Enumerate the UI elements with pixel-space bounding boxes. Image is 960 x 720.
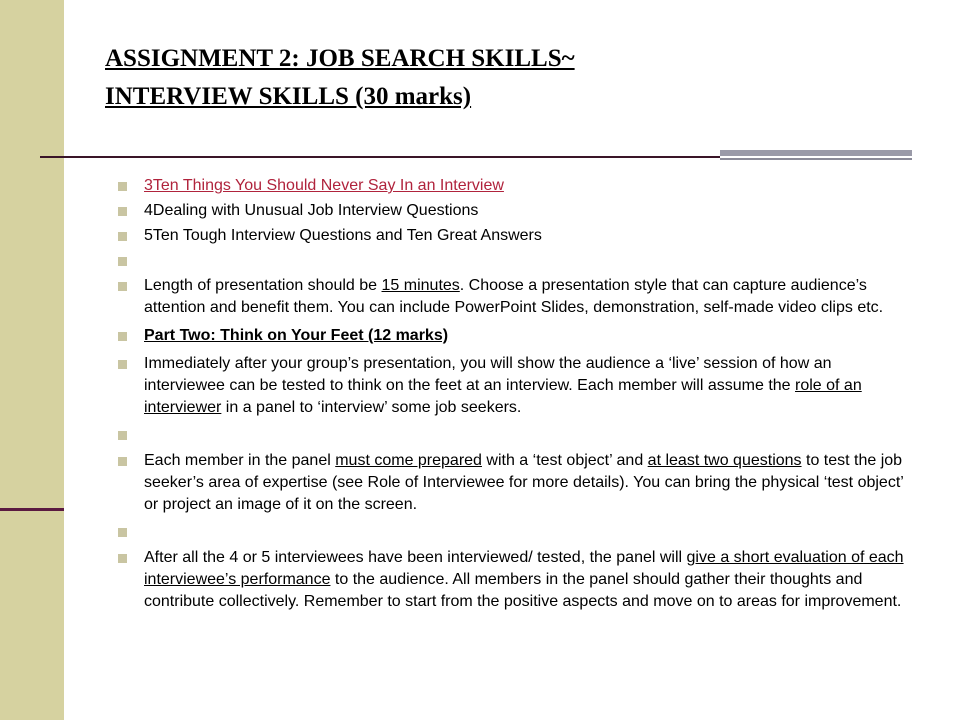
list-item-text: to test the job seeker’s area of expertise (see Role of Interviewee for more details). You can bring the physical ‘test object’ or project an image of it on the screen. [144, 452, 904, 513]
bullet-icon [118, 528, 127, 537]
bullet-list [118, 175, 908, 613]
empty-list-item [118, 521, 908, 543]
title-divider [40, 156, 720, 158]
page-title [105, 40, 895, 116]
list-item [118, 325, 908, 347]
underlined-text: at least two questions [647, 452, 802, 469]
list-item-text: to the audience. All members in the panel should gather their thoughts and contribute collectively. Remember to start from the positive aspects and move on to areas for improvement. [144, 571, 902, 610]
underlined-text: role of an interviewer [144, 377, 862, 416]
list-item-text: Immediately after your group’s presentation, you will show the audience a ‘live’ session of how an interviewee can be tested to think on the feet at an interview. Each member will assume the [144, 355, 832, 394]
underlined-text: give a short evaluation of each interviewee’s performance [144, 549, 904, 588]
list-item [118, 450, 908, 516]
title-line-1: ASSIGNMENT 2: JOB SEARCH SKILLS~ [105, 45, 575, 72]
list-item [118, 175, 908, 197]
bullet-icon [118, 332, 127, 341]
sidebar-decoration [0, 0, 64, 720]
list-item [118, 547, 908, 613]
list-item [118, 225, 908, 247]
list-item-text: 5Ten Tough Interview Questions and Ten Great Answers [144, 227, 542, 244]
title-line-2: INTERVIEW SKILLS (30 marks) [105, 83, 472, 110]
underlined-text: 15 minutes [381, 277, 460, 294]
list-item-text: with a ‘test object’ and [481, 452, 648, 469]
bullet-icon [118, 282, 127, 291]
title-divider-accent-line [720, 158, 912, 160]
list-item-text: Each member in the panel [144, 452, 336, 469]
empty-list-item [118, 424, 908, 446]
bullet-icon [118, 207, 127, 216]
interview-link[interactable]: 3Ten Things You Should Never Say In an Interview [144, 177, 504, 194]
section-heading: Part Two: Think on Your Feet (12 marks) [144, 327, 449, 344]
sidebar-divider [0, 508, 64, 511]
bullet-icon [118, 457, 127, 466]
list-item [118, 200, 908, 222]
list-item-text: 4Dealing with Unusual Job Interview Questions [144, 202, 479, 219]
bullet-icon [118, 431, 127, 440]
bullet-icon [118, 360, 127, 369]
bullet-icon [118, 554, 127, 563]
underlined-text: must come prepared [335, 452, 482, 469]
list-item-text: Length of presentation should be [144, 277, 382, 294]
list-item-text: . Choose a presentation style that can capture audience’s attention and benefit them. You can include PowerPoint Slides, demonstration, self-made video clips etc. [144, 277, 884, 316]
list-item [118, 353, 908, 419]
list-item [118, 275, 908, 319]
list-item-text: in a panel to ‘interview’ some job seekers. [221, 399, 522, 416]
empty-list-item [118, 250, 908, 272]
bullet-icon [118, 182, 127, 191]
title-divider-accent [720, 150, 912, 156]
list-item-text: After all the 4 or 5 interviewees have been interviewed/ tested, the panel will [144, 549, 687, 566]
bullet-icon [118, 232, 127, 241]
bullet-icon [118, 257, 127, 266]
